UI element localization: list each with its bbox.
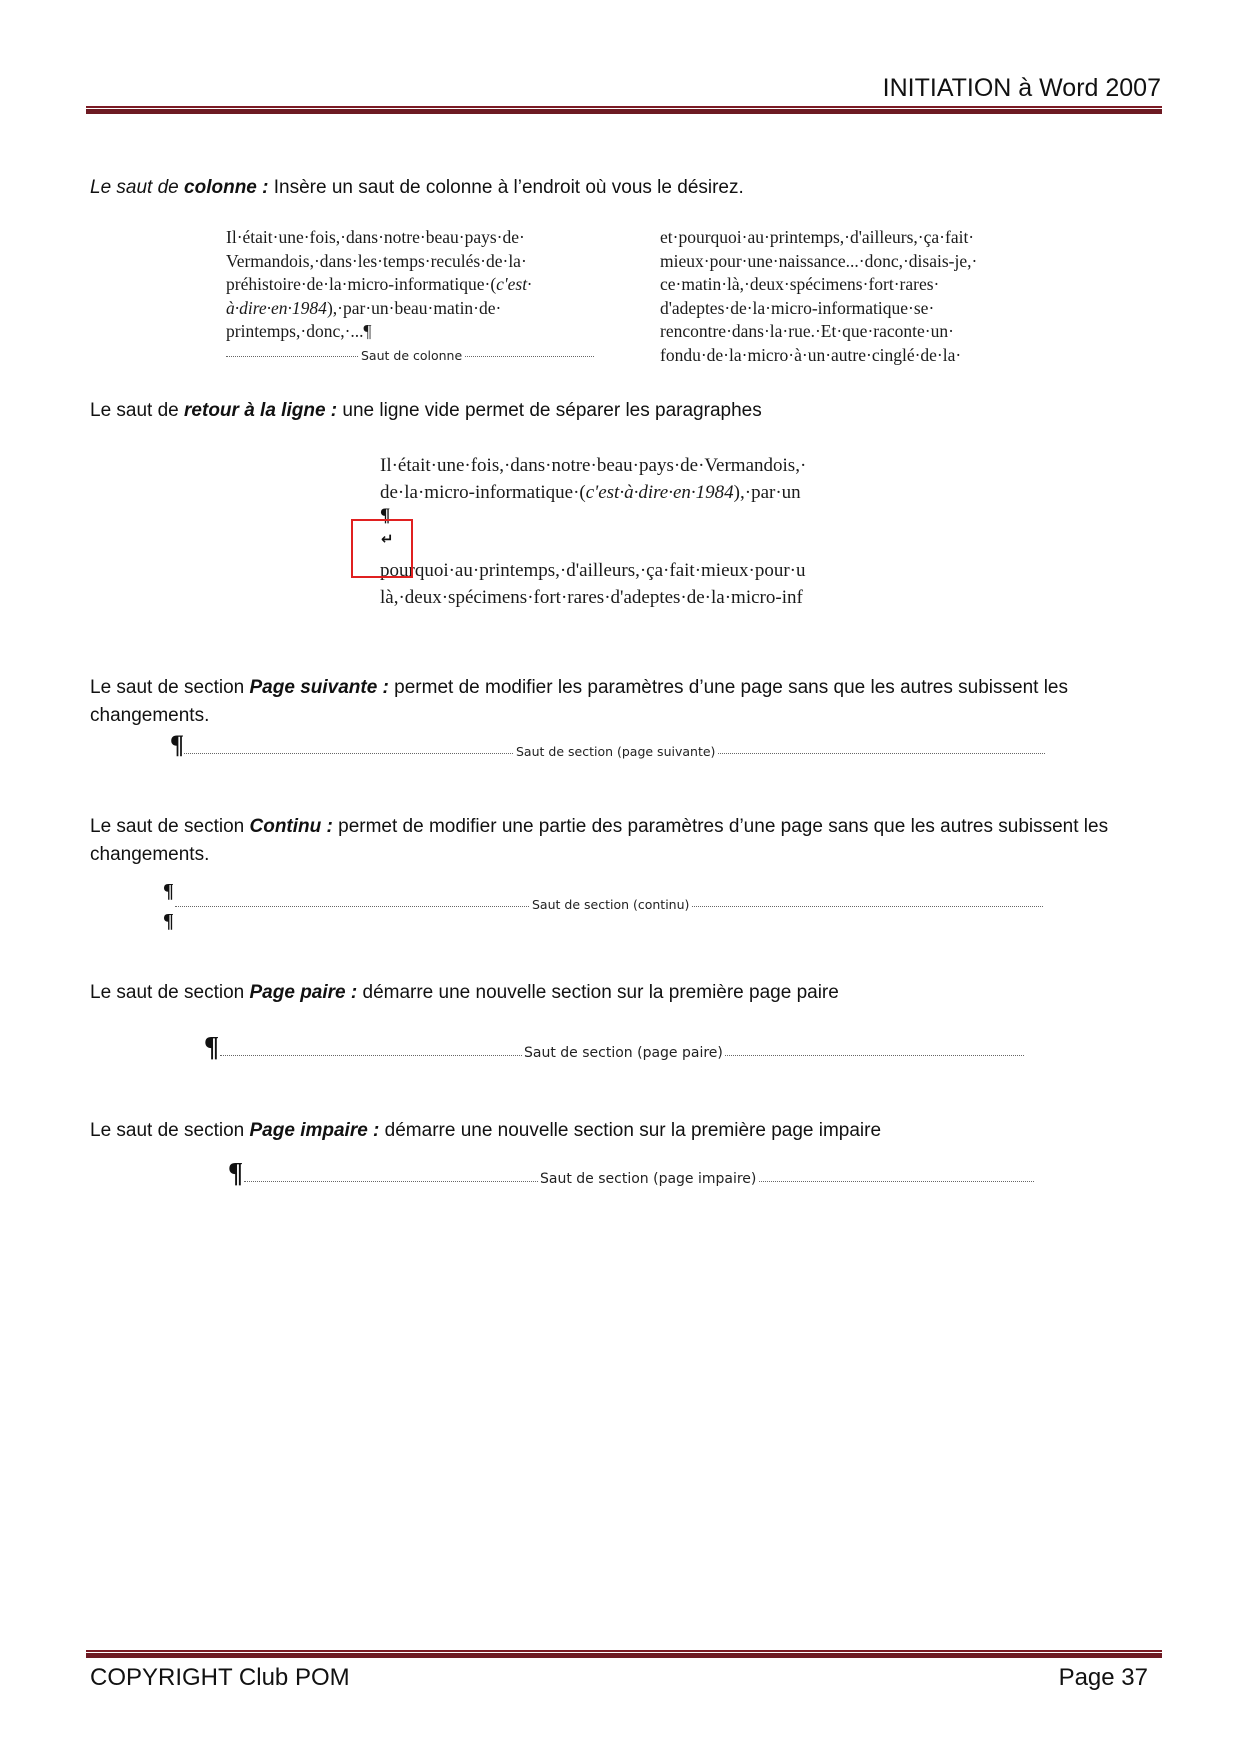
- highlight-box: [351, 519, 413, 578]
- line-return-icon: ↵: [381, 530, 394, 548]
- next-page-paragraph: Le saut de section Page suivante : permet de modifier les paramètres d’une page sans que les autres subissent les changements.: [90, 677, 1068, 726]
- next-page-break-marker: ¶ Saut de section (page suivante): [170, 728, 1045, 764]
- continuous-break-marker: ¶ Saut de section (continu) ¶: [163, 880, 1043, 936]
- pilcrow-mark: ¶: [380, 505, 391, 526]
- footer-rule: [86, 1650, 1162, 1658]
- column-break-paragraph: Le saut de colonne : Insère un saut de colonne à l’endroit où vous le désirez.: [90, 177, 744, 198]
- even-page-paragraph: Le saut de section Page paire : démarre une nouvelle section sur la première page paire: [90, 982, 839, 1003]
- odd-page-paragraph: Le saut de section Page impaire : démarre une nouvelle section sur la première page impaire: [90, 1120, 882, 1141]
- page-number: Page 37: [1058, 1664, 1148, 1691]
- header-title: INITIATION à Word 2007: [882, 74, 1161, 102]
- pilcrow-mark: ¶: [163, 880, 174, 902]
- header-rule: [86, 106, 1162, 114]
- column-break-example-col1: Il·était·une·fois,·dans·notre·beau·pays·de· Vermandois,·dans·les·temps·reculés·de·la· préhistoire·de·la·micro-informatique·(c'est· à·dire·en·1984),·par·un·beau·matin·de· printemps,·donc,·...¶: [226, 227, 532, 341]
- line-return-paragraph: Le saut de retour à la ligne : une ligne vide permet de séparer les paragraphes: [90, 400, 762, 421]
- odd-page-break-marker: ¶ Saut de section (page impaire): [228, 1156, 1034, 1192]
- pilcrow-mark: ¶: [204, 1032, 220, 1063]
- footer-copyright: COPYRIGHT Club POM: [90, 1664, 350, 1691]
- continuous-paragraph: Le saut de section Continu : permet de modifier une partie des paramètres d’une page sans que les autres subissent les changements.: [90, 816, 1109, 865]
- even-page-break-marker: ¶ Saut de section (page paire): [204, 1030, 1024, 1066]
- pilcrow-mark: ¶: [163, 910, 174, 932]
- pilcrow-mark: ¶: [170, 730, 185, 759]
- pilcrow-mark: ¶: [228, 1158, 244, 1189]
- line-return-example: Il·était·une·fois,·dans·notre·beau·pays·de·Vermandois,· de·la·micro-informatique·(c'est·à·dire·en·1984),·par·un ¶ ↵ pourquoi·au·printemps,·d'ailleurs,·ça·fait·mieux·pour·u là,·deux·spécimens·fort·rares·d'adeptes·de·la·micro-inf: [380, 455, 807, 608]
- column-break-example-col2: et·pourquoi·au·printemps,·d'ailleurs,·ça·fait· mieux·pour·une·naissance...·donc,·disais-je,· ce·matin·là,·deux·spécimens·fort·rares· d'adeptes·de·la·micro-informatique·se· rencontre·dans·la·rue.·Et·que·raconte·un· fondu·de·la·micro·à·un·autre·cinglé·de·la·: [660, 227, 978, 365]
